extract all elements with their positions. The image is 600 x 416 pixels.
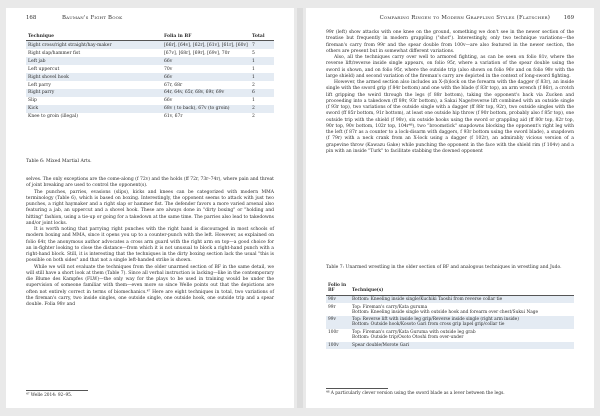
table-header: Total: [250, 32, 274, 41]
technique-cell: [350, 316, 574, 329]
folia-cell: 66v: [164, 98, 173, 104]
paragraph: It is worth noting that parrying right punches with the right hand is discouraged in most schools of modern boxing and MMA, since it opens you up to a counter-punch with the left. However, as explained on folio 64r, the anonymous author advocates a cross arm guard with the right arm on top—a good choice for an in-fighter looking to close the distance—from which it is not unusual to block a right-hand punch with a right-hand block. Still, it is interesting that the techniques in the dirty boxing section lack the usual "this is possible on both sides" and that not a single left-handed strike is shown.: [26, 227, 274, 264]
table-header: Folio in BF: [326, 282, 350, 295]
technique-cell: Knee to groin (illegal): [28, 114, 78, 120]
footnote: ⁴⁷ Welle 2014: 92–95.: [26, 393, 73, 398]
total-cell: 2: [252, 114, 255, 120]
left-page: [6, 8, 294, 408]
folia-cell: 61v, 67r: [164, 114, 183, 120]
folia-cell: 66v: [162, 57, 250, 65]
technique-cell: Right cross/right straight/hay-maker: [26, 41, 162, 49]
folio-cell: 99v: [326, 316, 350, 329]
technique-line: Spear double/Morote Gari: [352, 342, 410, 348]
left-body-text: [26, 177, 274, 308]
right-running-title: Comparing Ringen to Modern Grappling Styles (Flatscher): [379, 15, 550, 21]
technique-cell: Right parry: [26, 89, 162, 97]
left-running-head: [26, 14, 274, 23]
left-running-title: Bauman's Fight Book: [62, 15, 123, 21]
table-row: [26, 89, 274, 97]
total-cell: 1: [252, 98, 255, 104]
table-row: [26, 73, 274, 81]
paragraph: However, the armed section also includes an X-(b)lock on the forearm with the dagger (f 83r), an inside single with the sword grip (f 84r bottom) and one with the blade (f 83r top), an arm wrench (f 86r), a crotch lift gripping the weird through the legs (f 88r bottom), taking the opponent's back via Zucken and proceeding into a takedown (ff 89r, 93r bottom), a Sakai Nage/reverse lift combined with an outside single (f 93r top), two variations of the outside single with a dagger (ff 88r top, 92r), two outside singles with the sword (ff 85r bottom, 91r bottom), at least one outside hip throw (f 90r bottom, probably also f 85r top), one outside trip with the shield (f 98v), six outside hooks using the sword or grappling aid (ff 80r top, 82r top, 90r top, 90v bottom, 102r top, 104r⁴⁸), two "broomstick" snapdowns blocking the opponent's right leg with the left (f 87r as a counter to a lock-disarm with daggers, f 93r bottom using the sword blade), a snapdown (f 79r) with a neck crank from an X-lock using a dagger (f 102r), an admirably vicious version of a grapevine throw (Kawazu Gake) while punching the opponent in the face with the shield rim (f 104v) and a pin with an inside "Turk" to facilitate stabbing the downed opponent: [326, 80, 574, 154]
footnote: ⁴⁸ A particularly clever version using the sword blade as a lever between the legs.: [326, 391, 505, 396]
table-caption: Table 6: Mixed Martial Arts.: [26, 159, 92, 164]
technique-cell: [350, 295, 574, 303]
table-row: [326, 316, 574, 329]
technique-cell: Left jab: [26, 57, 162, 65]
table-row: [326, 342, 574, 350]
table-row: [26, 81, 274, 89]
table-row: [26, 97, 274, 105]
table-row: [326, 295, 574, 303]
folio-cell: 98v: [326, 295, 350, 303]
table-caption: Table 7: Unarmed wrestling in the older section of BF and analogous techniques in wrestling and Judo.: [326, 265, 562, 270]
total-cell: 5: [252, 50, 255, 56]
total-cell: 1: [250, 57, 274, 65]
total-cell: 2: [250, 105, 274, 113]
technique-cell: Right shovel hook: [26, 73, 162, 81]
technique-cell: [350, 303, 574, 316]
technique-line: Bottom: Outside trip/Osoto Otoshi from over-under: [352, 335, 464, 341]
technique-cell: Kick: [26, 105, 162, 113]
book-gutter: [297, 8, 303, 408]
table-row: [326, 303, 574, 316]
table-row: [26, 49, 274, 57]
paragraph: While we will not evaluate the techniques from the older unarmed section of BF in the same detail, we will still have a short look at them (Table 7). Since all verbal instruction is lacking—like in the contemporary die Blume des Kampfes (FLW)—the only way for the plays to be used in training would be under the supervision of someone familiar with them—even more so since Welle points out that the depictions are often not entirely correct in terms of biomechanics.⁴⁷ Here are eight techniques in total, two variations of the fireman's carry, two inside singles, one outside single, one outside hook, one outside trip and a spear double. Folia 98v and: [26, 264, 274, 307]
table-row: [26, 65, 274, 73]
technique-line: Top: Fireman's carry/Kata guruma: [352, 304, 428, 310]
folia-cell: 67r, 68r: [164, 82, 183, 88]
total-cell: 1: [252, 66, 255, 72]
folio-cell: 100r: [328, 330, 339, 336]
total-cell: 1: [250, 73, 274, 81]
mma-techniques-table: [26, 32, 274, 121]
technique-cell: [350, 342, 574, 350]
right-running-head: [326, 14, 574, 23]
paragraph: The punches, parries, evasions (slips), kicks and knees can be categorized with modern MMA terminology (Table 6), which is based on boxing. Interestingly, the opponent seems to attack with just two punches, a right haymaker and a right slap or hammer fist. The defender favors a more varied arsenal also featuring a jab, an uppercut and a shovel hook. These are always done in "dirty boxing" or "holding and hitting" fashion, using a tie-up or going for a takedown at the same time. The parries also lead to takedowns and/or joint locks.: [26, 189, 274, 226]
table-header: Technique(s): [350, 282, 574, 295]
unarmed-wrestling-table: [326, 282, 574, 349]
table-row: [326, 329, 574, 342]
footnote-rule: [326, 388, 388, 389]
folia-cell: 70v: [164, 66, 173, 72]
table-row: [26, 113, 274, 121]
folio-cell: 99r: [328, 304, 336, 310]
table-row: [26, 57, 274, 65]
total-cell: 7: [250, 41, 274, 49]
folia-cell: [67v], [68r], [69r], [69v], 70r: [164, 50, 230, 56]
technique-line: Top: Reverse lift with inside leg grip/Reverse inside single (right arm inside): [352, 317, 519, 323]
total-cell: 6: [250, 89, 274, 97]
technique-line: Bottom: Kneeling inside single/Kuchiki Taoshi from reverse collar tie: [352, 296, 503, 302]
folia-cell: 64r, 64v, 65r, 68v, 69r, 69v: [162, 89, 250, 97]
technique-line: Top: Fireman's carry/Kata Guruma with outside leg grab: [352, 330, 476, 336]
technique-cell: Left uppercut: [28, 66, 60, 72]
right-body-text: [326, 30, 574, 155]
paragraph: selves. The only exceptions are the come-along (f 72v) and the holds (ff 72r, 73r–74r), where pain and threat of joint breaking are used to control the opponent(s).: [26, 177, 274, 189]
paragraph: Also, all the techniques carry over well to armored fighting, as can be seen on folio 81v, where the reverse lift/reverse inside single appears, on folio 95r, where a variation of the spear double using the sword is shown, and on folio 95r, where the outside trip (also shown on folio 96v and on folio 98v with the large shield) and second variation of the fireman's carry are depicted in the context of long-sword fighting.: [326, 55, 574, 79]
folia-cell: 66v: [162, 73, 250, 81]
table-row: [26, 41, 274, 49]
paragraph: 99r (left) show attacks with one knee on the ground, something we don't see in the newer section of the treatise but frequently in modern grappling ("shot"). Interestingly, only two technique variations—the fireman's carry from 99r and the spear double from 100v—are also featured in the newer section, the others are present but in somewhat different variations.: [326, 30, 574, 54]
technique-line: Bottom: Outside hook/Kosoto Gari from cross grip lapel grip/collar tie: [352, 322, 505, 328]
footnote-rule: [26, 390, 88, 391]
total-cell: 2: [252, 82, 255, 88]
technique-cell: [350, 329, 574, 342]
folia-cell: 68v ( to back), 67v (to groin): [162, 105, 250, 113]
right-page-number: 169: [563, 15, 574, 21]
table-header: Technique: [26, 32, 162, 41]
table-row: [26, 105, 274, 113]
right-page: [306, 8, 594, 408]
table-header: Folia in BF: [162, 32, 250, 41]
technique-cell: Right slap/hammer fist: [28, 50, 81, 56]
left-page-number: 168: [26, 15, 37, 21]
folia-cell: [66r], [64v], [62r], [61v], [61r], [60v]: [162, 41, 250, 49]
technique-cell: Slip: [28, 98, 37, 104]
technique-cell: Left parry: [28, 82, 51, 88]
folio-cell: 100v: [326, 342, 350, 350]
technique-line: Bottom: Kneeling inside single with outside hook and forearm over chest/Sukui Nage: [352, 309, 539, 315]
